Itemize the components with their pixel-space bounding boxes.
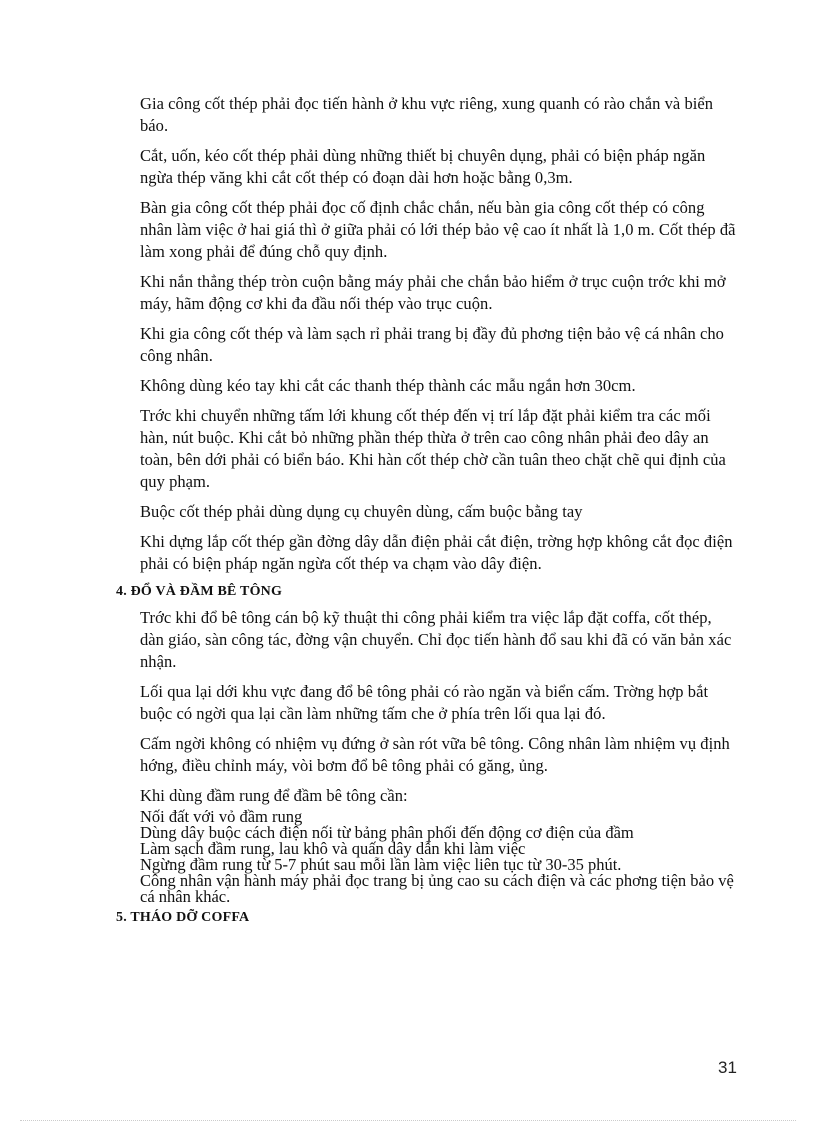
page-bottom-divider <box>20 1120 796 1121</box>
paragraph: Khi nắn thẳng thép tròn cuộn bằng máy phải che chắn bảo hiểm ở trục cuộn trớc khi mở máy, hãm động cơ khi đa đầu nối thép vào trục cuộn. <box>140 272 726 313</box>
page-number: 31 <box>718 1058 737 1077</box>
paragraph: Khi gia công cốt thép và làm sạch rỉ phải trang bị đầy đủ phơng tiện bảo vệ cá nhân cho công nhân. <box>140 324 724 365</box>
vibrator-rules-list <box>140 809 736 905</box>
paragraph: Cấm ngời không có nhiệm vụ đứng ở sàn rót vữa bê tông. Công nhân làm nhiệm vụ định hớng, điều chỉnh máy, vòi bơm đổ bê tông phải có găng, ủng. <box>140 734 730 775</box>
paragraph: Trớc khi chuyển những tấm lới khung cốt thép đến vị trí lắp đặt phải kiểm tra các mối hàn, nút buộc. Khi cắt bỏ những phần thép thừa ở trên cao công nhân phải đeo dây an toàn, bên dới phải có biển báo. Khi hàn cốt thép chờ cần tuân theo chặt chẽ qui định của quy phạm. <box>140 406 726 491</box>
list-item: Nối đất với vỏ đầm rung <box>140 807 303 826</box>
paragraph: Khi dùng đầm rung để đầm bê tông cần: <box>140 786 408 805</box>
paragraph: Bàn gia công cốt thép phải đọc cố định chắc chắn, nếu bàn gia công cốt thép có công nhân làm việc ở hai giá thì ở giữa phải có lới thép bảo vệ cao ít nhất là 1,0 m. Cốt thép đã làm xong phải để đúng chỗ quy định. <box>140 198 736 261</box>
paragraph: Trớc khi đổ bê tông cán bộ kỹ thuật thi công phải kiểm tra việc lắp đặt coffa, cốt thép, dàn giáo, sàn công tác, đờng vận chuyển. Chỉ đọc tiến hành đổ sau khi đã có văn bản xác nhận. <box>140 608 732 671</box>
list-item: Dùng dây buộc cách điện nối từ bảng phân phối đến động cơ điện của đầm <box>140 823 634 842</box>
paragraph: Buộc cốt thép phải dùng dụng cụ chuyên dùng, cấm buộc bằng tay <box>140 502 583 521</box>
section-heading-5: 5. THÁO DỠ COFFA <box>116 910 250 925</box>
paragraph: Khi dựng lắp cốt thép gần đờng dây dẫn điện phải cắt điện, trờng hợp không cắt đọc điện phải có biện pháp ngăn ngừa cốt thép va chạm vào dây điện. <box>140 532 733 573</box>
paragraph: Gia công cốt thép phải đọc tiến hành ở khu vực riêng, xung quanh có rào chắn và biển báo. <box>140 94 714 135</box>
section-heading-4: 4. ĐỔ VÀ ĐẦM BÊ TÔNG <box>116 584 283 599</box>
page-body <box>116 93 736 933</box>
list-item: Ngừng đầm rung từ 5-7 phút sau mỗi lần làm việc liên tục từ 30-35 phút. <box>140 855 622 874</box>
paragraph: Lối qua lại dới khu vực đang đổ bê tông phải có rào ngăn và biển cấm. Trờng hợp bắt buộc có ngời qua lại cần làm những tấm che ở phía trên lối qua lại đó. <box>140 682 709 723</box>
list-item: Công nhân vận hành máy phải đọc trang bị ủng cao su cách điện và các phơng tiện bảo vệ cá nhân khác. <box>140 871 734 906</box>
paragraph: Cắt, uốn, kéo cốt thép phải dùng những thiết bị chuyên dụng, phải có biện pháp ngăn ngừa thép văng khi cắt cốt thép có đoạn dài hơn hoặc bằng 0,3m. <box>140 146 706 187</box>
list-item: Làm sạch đầm rung, lau khô và quấn dây dẫn khi làm việc <box>140 839 526 858</box>
paragraph: Không dùng kéo tay khi cắt các thanh thép thành các mẫu ngắn hơn 30cm. <box>140 376 636 395</box>
